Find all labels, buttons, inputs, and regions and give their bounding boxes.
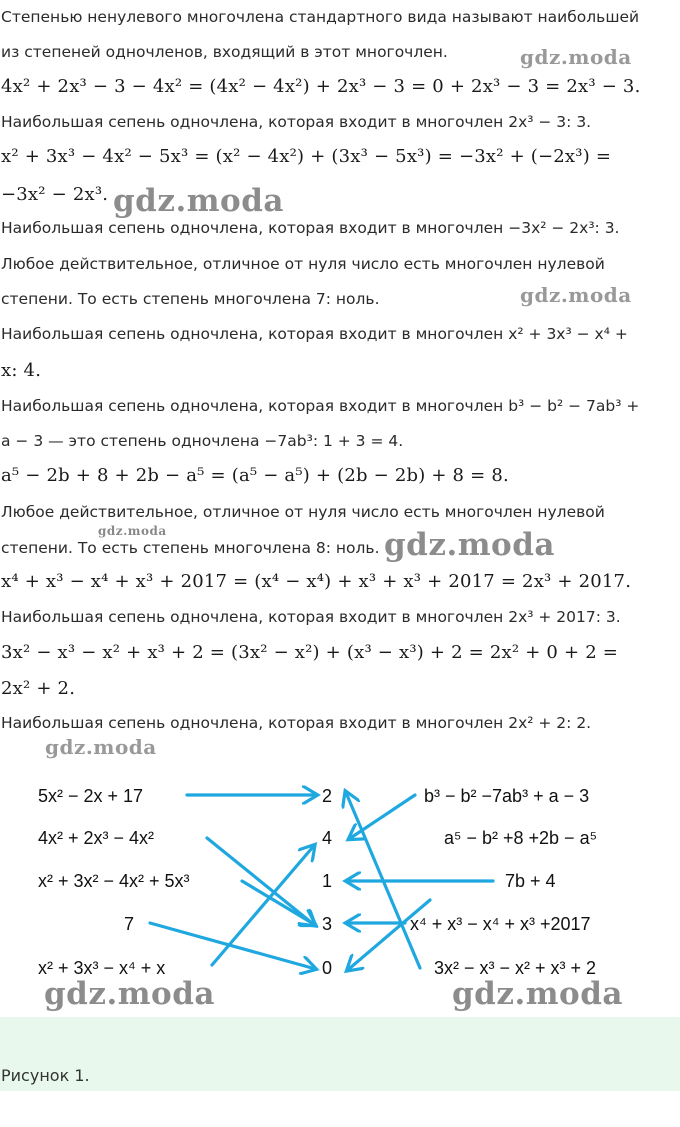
text-line-9: a − 3 — это степень одночлена −7ab³: 1 + 3 = 4.: [1, 432, 404, 450]
caption-band: [0, 1017, 680, 1091]
watermark: gdz.moda: [452, 976, 623, 1012]
math-line-7: 3x² − x³ − x² + x³ + 2 = (3x² − x²) + (x³ − x³) + 2 = 2x² + 0 + 2 =: [1, 642, 619, 663]
degree-label: 1: [322, 871, 333, 891]
text-line-6: степени. То есть степень многочлена 7: ноль.: [1, 290, 380, 308]
degree-label: 4: [322, 828, 333, 848]
right-expr-1: b³ − b² −7ab³ + a − 3: [424, 786, 590, 806]
text-line-1: Степенью ненулевого многочлена стандартного вида называют наибольшей: [1, 8, 640, 26]
arrow-line: [350, 900, 430, 968]
text-line-3: Наибольшая сепень одночлена, которая входит в многочлен 2x³ − 3: 3.: [1, 113, 592, 131]
arrow-line: [212, 848, 312, 965]
text-line-4: Наибольшая сепень одночлена, которая входит в многочлен −3x² − 2x³: 3.: [1, 219, 620, 237]
degree-label: 3: [322, 914, 333, 934]
math-line-2: x² + 3x³ − 4x² − 5x³ = (x² − 4x²) + (3x³ − 5x³) = −3x² + (−2x³) =: [1, 146, 612, 167]
text-line-11: степени. То есть степень многочлена 8: ноль.: [1, 539, 380, 557]
watermark: gdz.moda: [113, 183, 284, 219]
text-line-12: Наибольшая сепень одночлена, которая входит в многочлен 2x³ + 2017: 3.: [1, 608, 621, 626]
left-expr-3: x² + 3x² − 4x² + 5x³: [38, 871, 190, 891]
math-line-6: x⁴ + x³ − x⁴ + x³ + 2017 = (x⁴ − x⁴) + x³ + x³ + 2017 = 2x³ + 2017.: [1, 571, 632, 592]
text-line-2: из степеней одночленов, входящий в этот многочлен.: [1, 43, 448, 61]
degree-label: 2: [322, 786, 333, 806]
right-expr-3: 7b + 4: [505, 871, 556, 891]
right-expr-5: 3x² − x³ − x² + x³ + 2: [434, 958, 597, 978]
math-line-8: 2x² + 2.: [1, 678, 76, 699]
watermark: gdz.moda: [384, 527, 555, 563]
left-expr-5: x² + 3x³ − x⁴ + x: [38, 958, 166, 978]
watermark: gdz.moda: [520, 283, 632, 307]
watermark: gdz.moda: [45, 735, 157, 759]
text-line-13: Наибольшая сепень одночлена, которая входит в многочлен 2x² + 2: 2.: [1, 714, 592, 732]
left-expr-1: 5x² − 2x + 17: [38, 786, 144, 806]
right-expr-2: a⁵ − b² +8 +2b − a⁵: [444, 828, 598, 848]
text-line-8: Наибольшая сепень одночлена, которая входит в многочлен b³ − b² − 7ab³ +: [1, 397, 640, 415]
watermark: gdz.moda: [98, 524, 167, 538]
left-expr-4: 7: [124, 914, 135, 934]
text-line-10: Любое действительное, отличное от нуля число есть многочлен нулевой: [1, 503, 605, 521]
math-line-3: −3x² − 2x³.: [1, 184, 109, 205]
matching-diagram: [0, 760, 680, 1010]
watermark: gdz.moda: [44, 976, 215, 1012]
math-line-1: 4x² + 2x³ − 3 − 4x² = (4x² − 4x²) + 2x³ − 3 = 0 + 2x³ − 3 = 2x³ − 3.: [1, 76, 641, 97]
math-line-4: x: 4.: [1, 360, 42, 381]
left-expr-2: 4x² + 2x³ − 4x²: [38, 828, 155, 848]
figure-caption: Рисунок 1.: [1, 1066, 90, 1085]
text-line-7: Наибольшая сепень одночлена, которая входит в многочлен x² + 3x³ − x⁴ +: [1, 325, 628, 343]
watermark: gdz.moda: [520, 45, 632, 69]
right-expr-4: x⁴ + x³ − x⁴ + x³ +2017: [410, 914, 591, 934]
math-line-5: a⁵ − 2b + 8 + 2b − a⁵ = (a⁵ − a⁵) + (2b − 2b) + 8 = 8.: [1, 465, 509, 486]
text-line-5: Любое действительное, отличное от нуля число есть многочлен нулевой: [1, 255, 605, 273]
arrow-line: [150, 923, 312, 968]
degree-label: 0: [322, 958, 333, 978]
